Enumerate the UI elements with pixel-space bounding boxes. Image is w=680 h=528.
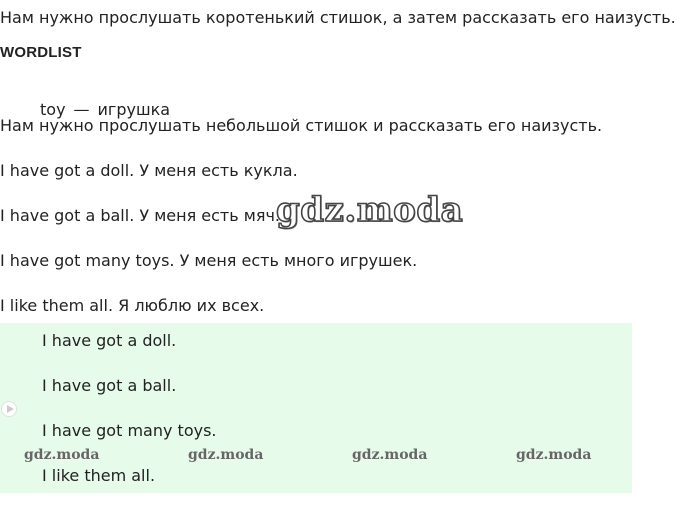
poem-line: I have got a doll. (42, 331, 177, 350)
translation-intro: Нам нужно прослушать небольшой стишок и рассказать его наизусть. (0, 116, 603, 135)
translation-line: I like them all. Я люблю их всех. (0, 296, 265, 315)
watermark-logo: gdz.moda (276, 190, 464, 230)
translation-line: I have got a doll. У меня есть кукла. (0, 161, 298, 180)
wordlist-item-dash: — (73, 100, 90, 119)
poem-panel (0, 323, 632, 493)
play-icon[interactable] (1, 401, 17, 417)
translation-line: I have got a ball. У меня есть мяч. (0, 206, 280, 225)
watermark-small: gdz.moda (516, 447, 592, 463)
poem-line: I have got many toys. (42, 421, 217, 440)
intro-text: Нам нужно прослушать коротенький стишок, а затем рассказать его наизусть. (0, 8, 676, 27)
wordlist-heading: WORDLIST (0, 44, 82, 61)
wordlist-item-english: toy (40, 100, 66, 119)
watermark-small: gdz.moda (352, 447, 428, 463)
wordlist-item-russian: игрушка (97, 100, 171, 119)
watermark-small: gdz.moda (188, 447, 264, 463)
poem-line: I have got a ball. (42, 376, 177, 395)
poem-line: I like them all. (42, 466, 156, 485)
wordlist (0, 96, 680, 119)
translation-line: I have got many toys. У меня есть много игрушек. (0, 251, 418, 270)
watermark-small: gdz.moda (24, 447, 100, 463)
